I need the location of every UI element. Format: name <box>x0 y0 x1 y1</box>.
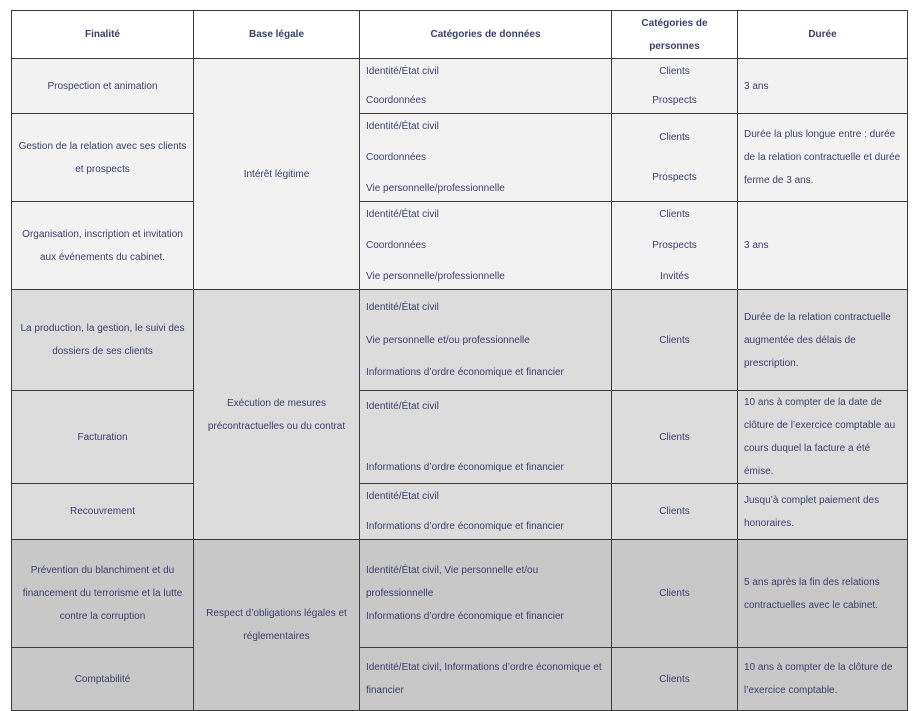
finalite-cell: Facturation <box>12 391 194 484</box>
header-categories-personnes: Catégories de personnes <box>612 11 738 59</box>
donnee-item: Informations d’ordre économique et financier <box>366 367 564 378</box>
header-base-legale: Base légale <box>194 11 360 59</box>
base-legale-cell: Exécution de mesures précontractuelles ou du contrat <box>194 290 360 540</box>
personne-item: Clients <box>659 132 690 143</box>
donnee-item: Vie personnelle/professionnelle <box>366 183 505 194</box>
donnee-item: Identité/État civil <box>366 209 439 220</box>
duree-cell: 10 ans à compter de la date de clôture de l’exercice comptable au cours duquel la facture a été émise. <box>738 391 908 484</box>
finalite-cell: Comptabilité <box>12 648 194 711</box>
duree-cell: Durée de la relation contractuelle augmentée des délais de prescription. <box>738 290 908 391</box>
donnee-item: Coordonnées <box>366 152 427 163</box>
duree-cell: 3 ans <box>738 59 908 114</box>
header-categories-donnees: Catégories de données <box>360 11 612 59</box>
header-row <box>12 11 908 59</box>
finalite-cell: La production, la gestion, le suivi des dossiers de ses clients <box>12 290 194 391</box>
table-row <box>12 114 908 202</box>
donnees-cell <box>360 484 612 540</box>
data-processing-table <box>11 10 908 711</box>
finalite-cell: Prospection et animation <box>12 59 194 114</box>
donnees-cell <box>360 59 612 114</box>
donnees-cell <box>360 202 612 290</box>
table-row <box>12 540 908 648</box>
personnes-cell <box>612 114 738 202</box>
personnes-cell: Clients <box>612 540 738 648</box>
donnee-item: Vie personnelle/professionnelle <box>366 271 505 282</box>
personnes-cell: Clients <box>612 648 738 711</box>
personne-item: Clients <box>659 66 690 77</box>
table-row <box>12 59 908 114</box>
duree-cell: Durée la plus longue entre : durée de la relation contractuelle et durée ferme de 3 ans. <box>738 114 908 202</box>
duree-cell: 3 ans <box>738 202 908 290</box>
donnee-item: Identité/État civil <box>366 401 439 412</box>
donnee-item: Identité/État civil <box>366 121 439 132</box>
personne-item: Prospects <box>652 240 697 251</box>
donnee-item: Informations d’ordre économique et financier <box>366 521 564 532</box>
finalite-cell: Recouvrement <box>12 484 194 540</box>
donnees-cell <box>360 540 612 648</box>
table-row <box>12 391 908 484</box>
finalite-cell: Gestion de la relation avec ses clients et prospects <box>12 114 194 202</box>
personnes-cell <box>612 202 738 290</box>
donnee-item: Informations d’ordre économique et financier <box>366 462 564 473</box>
finalite-cell: Organisation, inscription et invitation aux événements du cabinet. <box>12 202 194 290</box>
header-finalite: Finalité <box>12 11 194 59</box>
base-legale-cell: Respect d’obligations légales et réglementaires <box>194 540 360 711</box>
duree-cell: 10 ans à compter de la clôture de l’exercice comptable. <box>738 648 908 711</box>
table-row <box>12 648 908 711</box>
personne-item: Invités <box>660 271 689 282</box>
personnes-cell: Clients <box>612 290 738 391</box>
donnee-item: Identité/État civil <box>366 66 439 77</box>
donnee-item: Informations d’ordre économique et financier <box>366 611 564 622</box>
table-row <box>12 484 908 540</box>
donnees-cell <box>360 114 612 202</box>
donnees-cell <box>360 391 612 484</box>
personne-item: Clients <box>659 209 690 220</box>
personne-item: Prospects <box>652 172 697 183</box>
personnes-cell: Clients <box>612 391 738 484</box>
donnee-item: Identité/État civil, Vie personnelle et/ou professionnelle <box>366 565 539 599</box>
donnee-item: Identité/État civil <box>366 302 439 313</box>
donnee-item: Identité/État civil <box>366 491 439 502</box>
donnee-item: Coordonnées <box>366 95 427 106</box>
donnee-item: Coordonnées <box>366 240 427 251</box>
personnes-cell <box>612 59 738 114</box>
duree-cell: Jusqu’à complet paiement des honoraires. <box>738 484 908 540</box>
header-duree: Durée <box>738 11 908 59</box>
personne-item: Prospects <box>652 95 697 106</box>
finalite-cell: Prévention du blanchiment et du financement du terrorisme et la lutte contre la corruption <box>12 540 194 648</box>
table-row <box>12 290 908 391</box>
donnees-cell: Identité/Etat civil, Informations d’ordre économique et financier <box>360 648 612 711</box>
donnees-cell <box>360 290 612 391</box>
personnes-cell: Clients <box>612 484 738 540</box>
table-row <box>12 202 908 290</box>
base-legale-cell: Intérêt légitime <box>194 59 360 290</box>
donnee-item: Vie personnelle et/ou professionnelle <box>366 334 530 346</box>
duree-cell: 5 ans après la fin des relations contractuelles avec le cabinet. <box>738 540 908 648</box>
